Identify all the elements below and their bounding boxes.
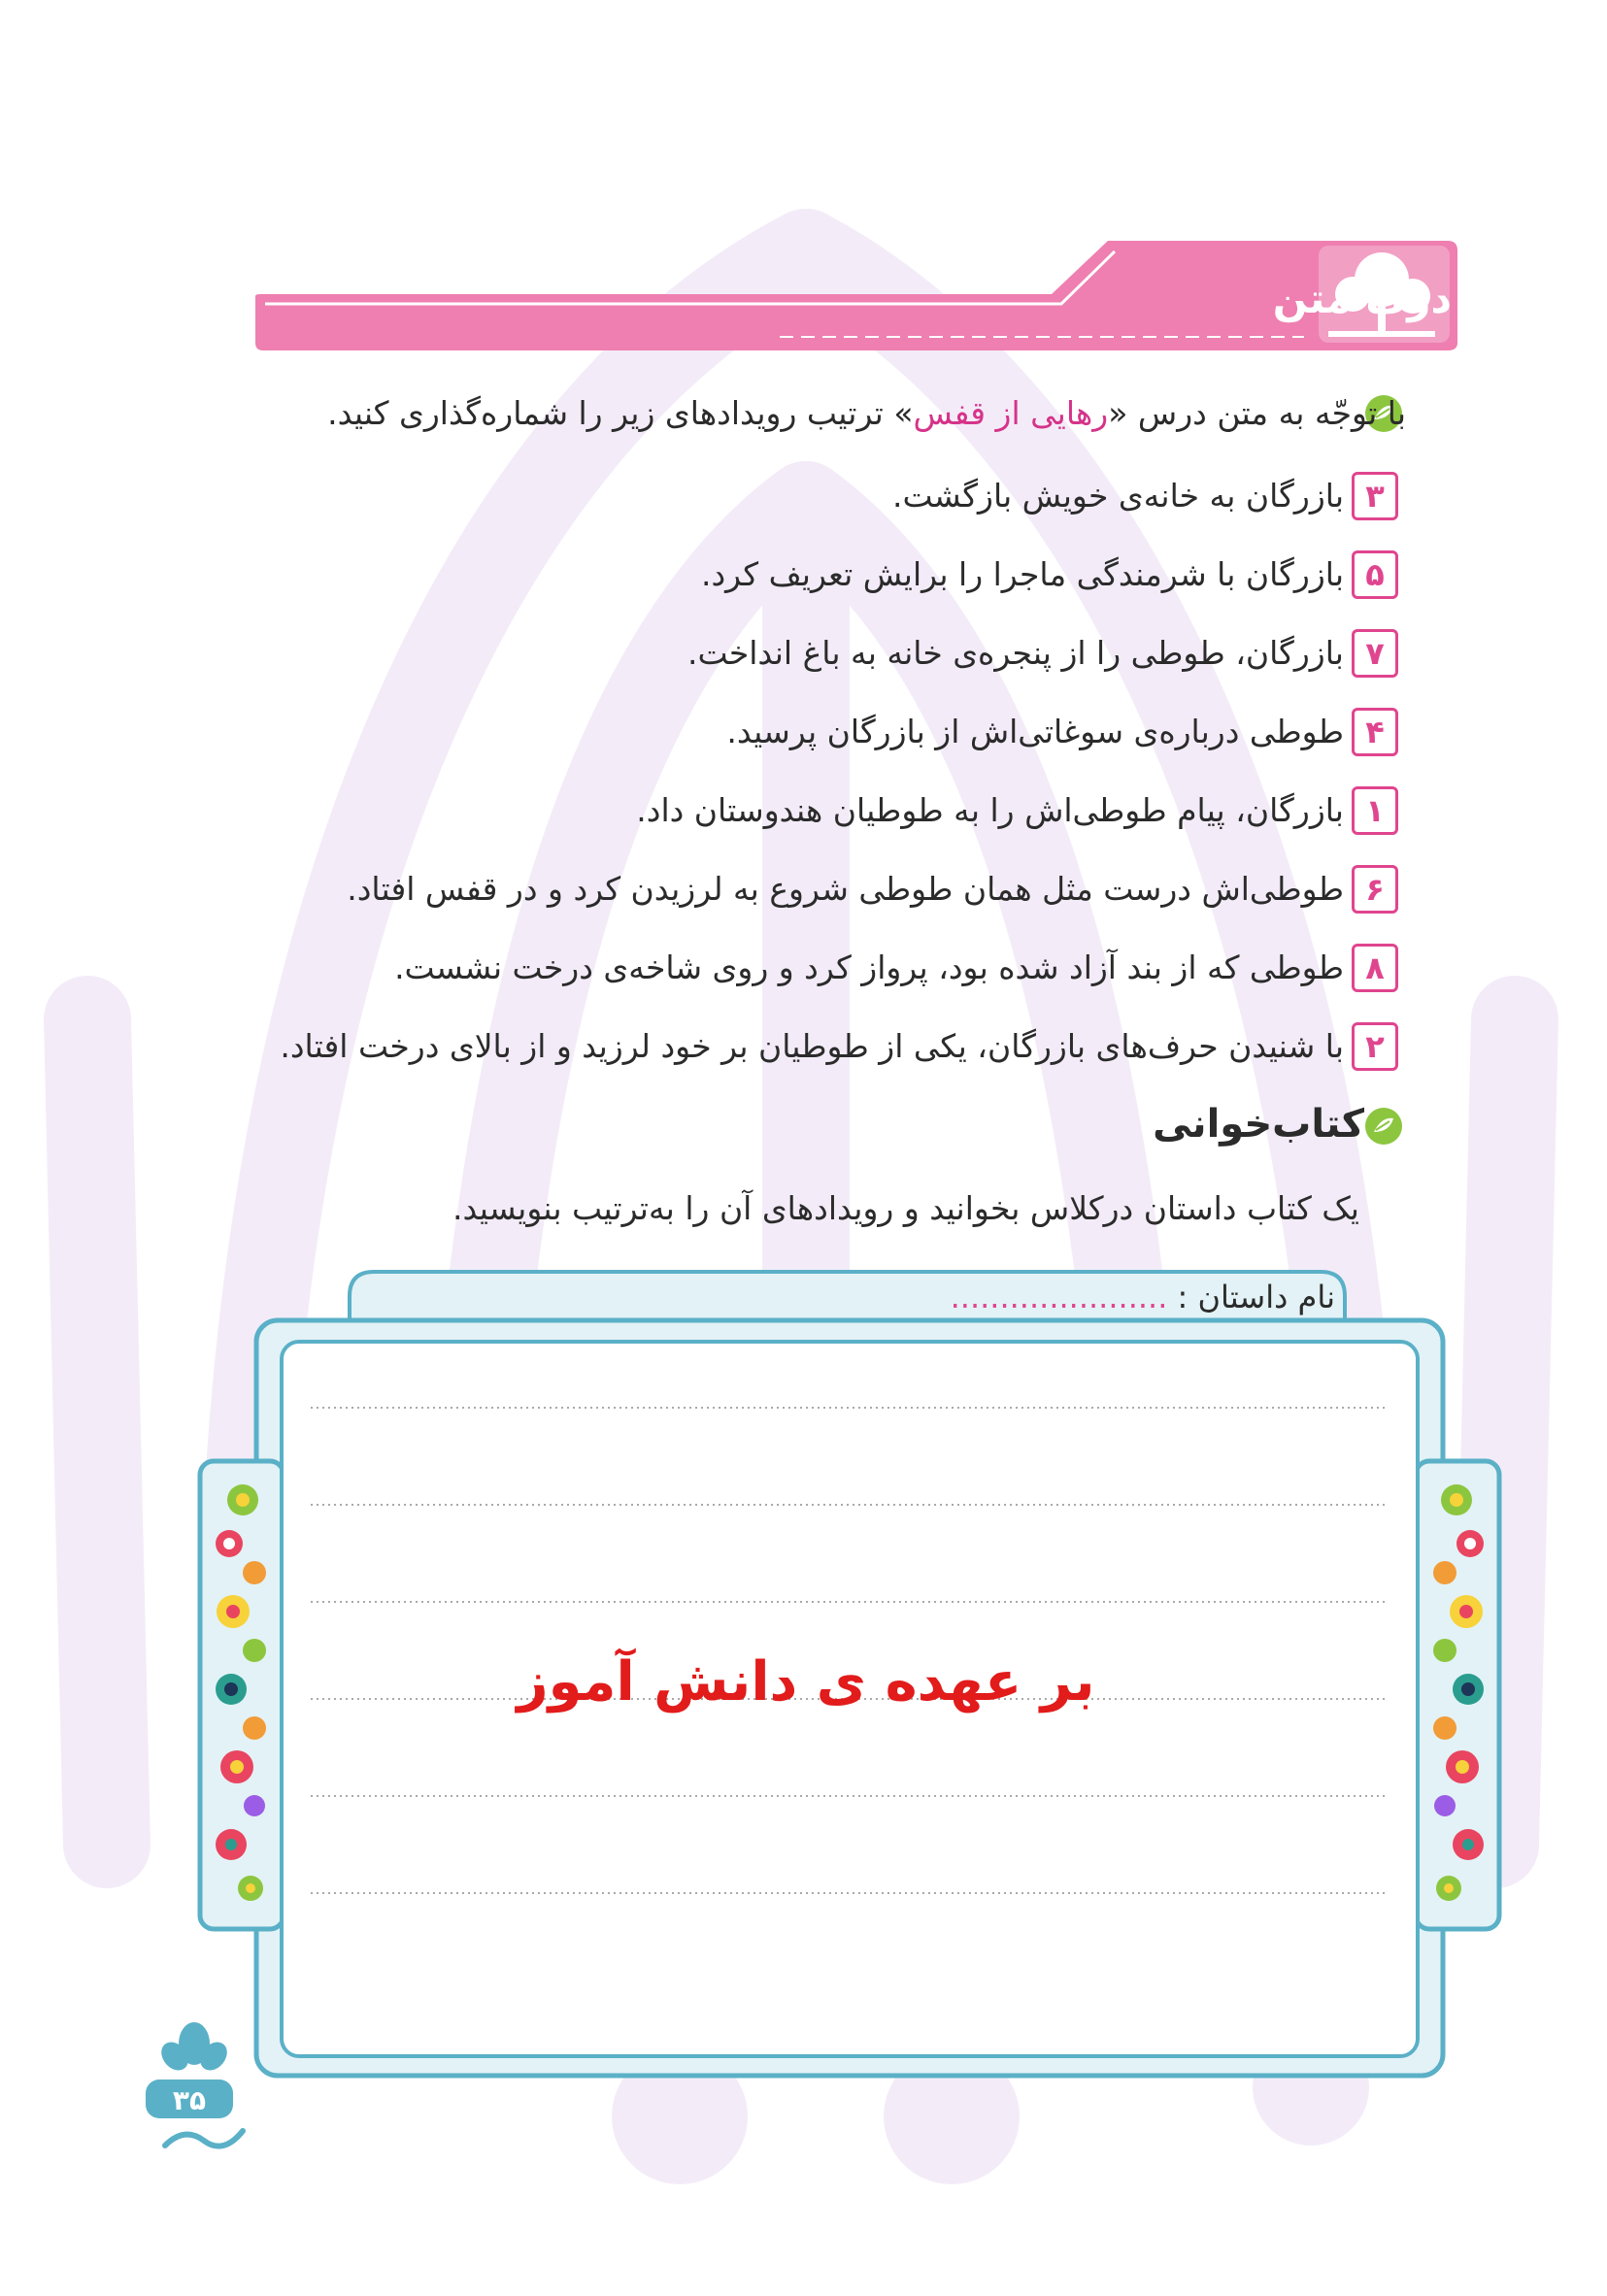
list-item <box>233 692 1398 771</box>
lesson-title: رهایی از قفس <box>913 394 1109 432</box>
event-text: طوطی درباره‌ی سوغاتی‌اش از بازرگان پرسید. <box>726 713 1344 750</box>
reading-section-title: کتاب‌خوانی <box>1153 1102 1364 1147</box>
order-number: ۵ <box>1352 550 1398 599</box>
list-item <box>233 1007 1398 1085</box>
order-number: ۶ <box>1352 865 1398 914</box>
event-text: طوطی که از بند آزاد شده بود، پرواز کرد و روی شاخه‌ی درخت نشست. <box>394 948 1344 986</box>
event-text: بازرگان به خانه‌ی خویش بازگشت. <box>891 477 1344 515</box>
event-list <box>233 456 1398 1085</box>
list-item <box>233 928 1398 1007</box>
instruction-part: » ترتیب رویدادهای زیر را شماره‌گذاری کنید. <box>327 394 914 432</box>
event-text: بازرگان، پیام طوطی‌اش را به طوطیان هندوستان داد. <box>636 791 1344 829</box>
list-item <box>233 456 1398 535</box>
order-number: ۱ <box>1352 786 1398 835</box>
list-item <box>233 771 1398 849</box>
event-text: با شنیدن حرف‌های بازرگان، یکی از طوطیان بر خود لرزید و از بالای درخت افتاد. <box>280 1027 1344 1065</box>
story-name-label <box>951 1279 1335 1315</box>
list-item <box>233 535 1398 614</box>
book-logo-icon <box>146 2010 272 2155</box>
list-item <box>233 614 1398 692</box>
event-text: بازرگان، طوطی را از پنجره‌ی خانه به باغ انداخت. <box>686 634 1344 672</box>
instruction-part: با توجّه به متن درس « <box>1108 394 1406 432</box>
event-text: طوطی‌اش درست مثل همان طوطی شروع به لرزیدن کرد و در قفس افتاد. <box>347 870 1344 908</box>
list-item <box>233 849 1398 928</box>
order-number: ۳ <box>1352 472 1398 520</box>
leaf-bullet-icon <box>1364 1107 1403 1146</box>
reading-task: یک کتاب داستان درکلاس بخوانید و رویدادهای آن را به‌ترتیب بنویسید. <box>452 1189 1359 1227</box>
story-name-text: نام داستان : <box>1167 1279 1335 1315</box>
order-number: ۴ <box>1352 708 1398 756</box>
order-number: ۷ <box>1352 629 1398 678</box>
section-title: درک متن <box>1272 275 1452 322</box>
event-text: بازرگان با شرمندگی ماجرا را برایش تعریف کرد. <box>701 555 1344 593</box>
order-number: ۲ <box>1352 1022 1398 1071</box>
answer-text: بر عهده ی دانش آموز <box>517 1650 1095 1714</box>
order-number: ۸ <box>1352 944 1398 992</box>
instruction-text <box>327 386 1406 441</box>
page-number: ۳۵ <box>172 2084 207 2116</box>
story-name-blank: ...................... <box>950 1279 1168 1315</box>
